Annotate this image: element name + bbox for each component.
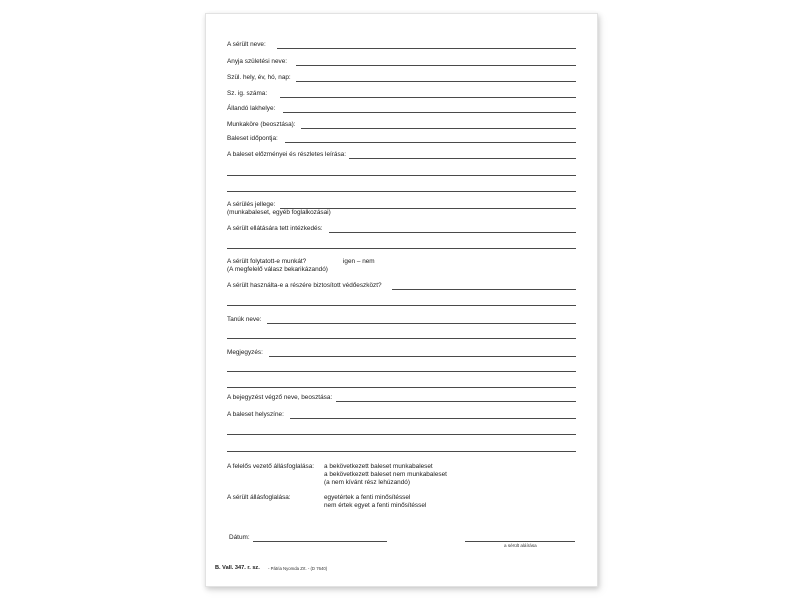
signature-caption: a sérült aláírása <box>504 543 537 548</box>
field-line-ppe[interactable] <box>392 289 576 290</box>
victim-option-1[interactable]: egyetértek a fenti minősítéssel <box>324 494 411 501</box>
field-label-place: A baleset helyszíne: <box>227 411 284 418</box>
field-line-description-2[interactable] <box>227 175 576 176</box>
field-label-mother: Anyja születési neve: <box>227 58 288 65</box>
leader-option-1[interactable]: a bekövetkezett baleset munkabaleset <box>324 463 433 470</box>
field-label-id: Sz. ig. száma: <box>227 90 268 97</box>
field-line-birth[interactable] <box>296 81 576 82</box>
field-line-name[interactable] <box>277 48 576 49</box>
field-label-victim: A sérült állásfoglalása: <box>227 494 291 501</box>
field-label-name: A sérült neve: <box>227 41 266 48</box>
field-line-mother[interactable] <box>296 65 576 66</box>
field-line-description-3[interactable] <box>227 191 576 192</box>
field-label-care: A sérült ellátására tett intézkedés: <box>227 225 323 232</box>
field-line-date[interactable] <box>253 541 387 542</box>
field-label-date: Dátum: <box>229 534 250 541</box>
continued-options[interactable]: igen – nem <box>343 258 375 265</box>
field-label-notes: Megjegyzés: <box>227 349 263 356</box>
field-label-recorder: A bejegyzést végző neve, beosztása: <box>227 394 333 401</box>
field-sub-continued: (A megfelelő válasz bekarikázandó) <box>227 266 328 273</box>
field-label-birth: Szül. hely, év, hó, nap: <box>227 74 291 81</box>
field-line-address[interactable] <box>283 112 576 113</box>
field-sub-injury: (munkabaleset, egyéb foglalkozásai) <box>227 209 331 216</box>
field-label-continued: A sérült folytatott-e munkát? <box>227 258 307 265</box>
field-label-job: Munkaköre (beosztása): <box>227 121 296 128</box>
field-line-recorder[interactable] <box>336 401 576 402</box>
form-sheet <box>205 13 598 587</box>
field-line-notes[interactable] <box>269 356 576 357</box>
victim-option-2[interactable]: nem értek egyet a fenti minősítéssel <box>324 502 427 509</box>
field-line-care[interactable] <box>329 232 576 233</box>
field-line-witnesses-2[interactable] <box>227 338 576 339</box>
field-line-id[interactable] <box>280 97 576 98</box>
field-label-address: Állandó lakhelye: <box>227 105 276 112</box>
field-line-notes-3[interactable] <box>227 387 576 388</box>
field-line-place[interactable] <box>290 418 576 419</box>
field-line-witnesses[interactable] <box>267 323 576 324</box>
field-label-ppe: A sérült használta-e a részére biztosított védőeszközt? <box>227 282 382 289</box>
signature-line[interactable] <box>465 541 575 542</box>
field-line-job[interactable] <box>301 128 576 129</box>
field-label-witnesses: Tanúk neve: <box>227 316 262 323</box>
form-code: B. Vall. 347. r. sz. <box>215 565 260 571</box>
field-line-care-2[interactable] <box>227 248 576 249</box>
field-line-place-3[interactable] <box>227 451 576 452</box>
publisher-info: - Pátria Nyomda Zrt. - (D 7640) <box>268 566 328 571</box>
leader-option-3: (a nem kívánt rész lehúzandó) <box>324 479 410 486</box>
field-label-description: A baleset előzményei és részletes leírása: <box>227 151 346 158</box>
field-line-time[interactable] <box>285 142 576 143</box>
field-line-place-2[interactable] <box>227 434 576 435</box>
leader-option-2[interactable]: a bekövetkezett baleset nem munkabaleset <box>324 471 447 478</box>
field-line-notes-2[interactable] <box>227 371 576 372</box>
field-line-ppe-2[interactable] <box>227 305 576 306</box>
field-line-description[interactable] <box>349 158 576 159</box>
field-label-leader: A felelős vezető állásfoglalása: <box>227 463 315 470</box>
field-label-injury: A sérülés jellege: <box>227 201 276 208</box>
field-label-time: Baleset időpontja: <box>227 135 278 142</box>
